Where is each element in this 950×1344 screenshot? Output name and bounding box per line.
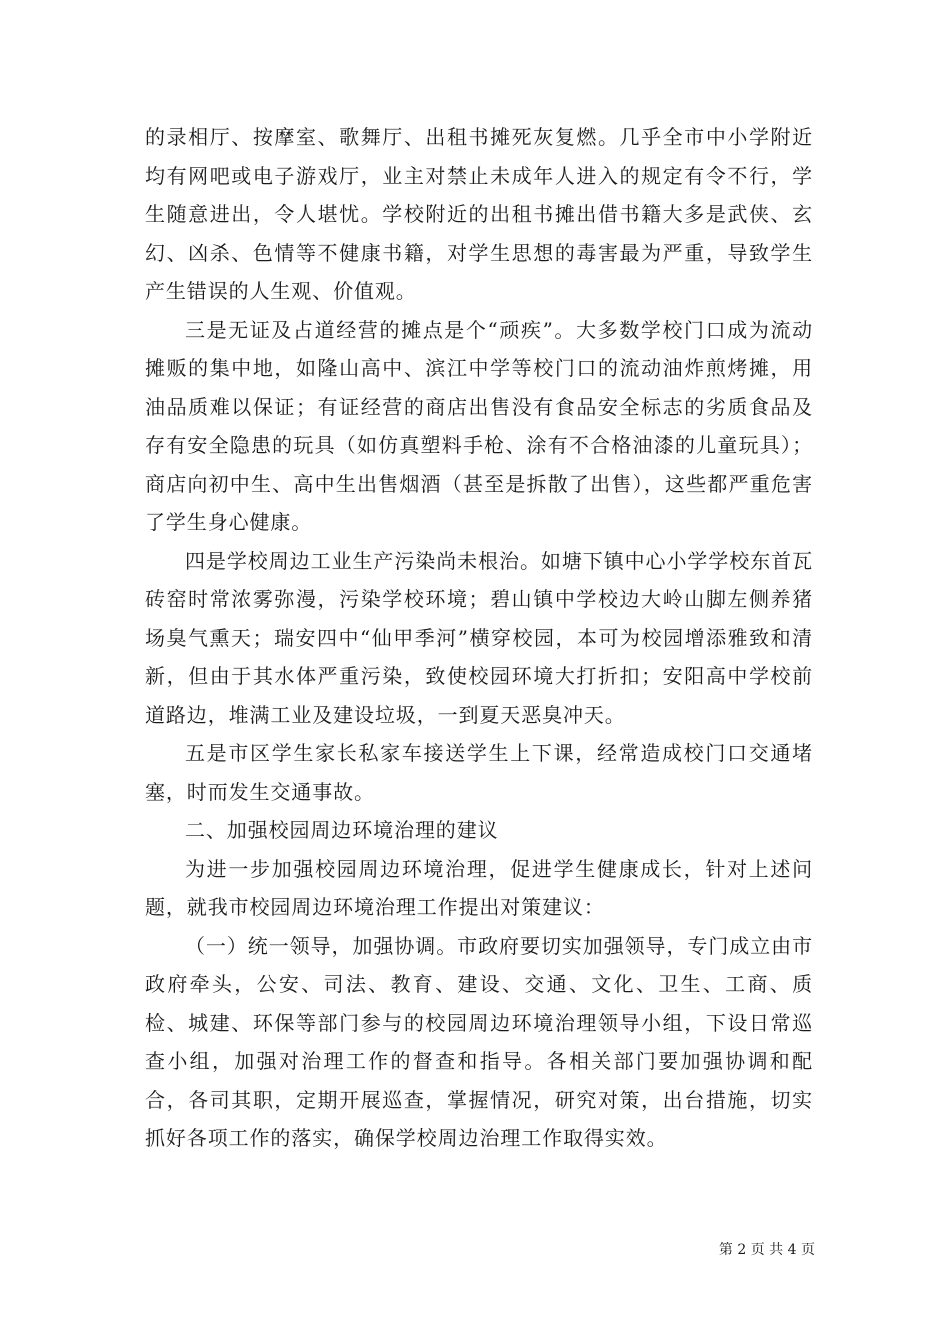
paragraph-intro: 为进一步加强校园周边环境治理，促进学生健康成长，针对上述问题，就我市校园周边环境治理工作提出对策建议：: [145, 856, 813, 919]
paragraph-point-three: 三是无证及占道经营的摊点是个“顽疾”。大多数学校门口成为流动摊贩的集中地，如隆山高中、滨江中学等校门口的流动油炸煎烤摊，用油品质难以保证；有证经营的商店出售没有食品安全标志的劣质食品及存有安全隐患的玩具（如仿真塑料手枪、涂有不合格油漆的儿童玩具）；商店向初中生、高中生出售烟酒（甚至是拆散了出售），这些都严重危害了学生身心健康。: [145, 317, 813, 534]
paragraph-continuation: 的录相厅、按摩室、歌舞厅、出租书摊死灰复燃。几乎全市中小学附近均有网吧或电子游戏厅，业主对禁止未成年人进入的规定有令不行，学生随意进出，令人堪忧。学校附近的出租书摊出借书籍大多是武侠、玄幻、凶杀、色情等不健康书籍，对学生思想的毒害最为严重，导致学生产生错误的人生观、价值观。: [145, 125, 813, 303]
document-body: [145, 118, 813, 1158]
page-number: 第 2 页 共 4 页: [718, 1242, 815, 1258]
section-heading: 二、加强校园周边环境治理的建议: [185, 818, 499, 842]
paragraph-point-four: 四是学校周边工业生产污染尚未根治。如塘下镇中心小学学校东首瓦砖窑时常浓雾弥漫，污染学校环境；碧山镇中学校边大岭山脚左侧养猪场臭气熏天；瑞安四中“仙甲季河”横穿校园，本可为校园增添雅致和清新，但由于其水体严重污染，致使校园环境大打折扣；安阳高中学校前道路边，堆满工业及建设垃圾，一到夏天恶臭冲天。: [145, 548, 813, 727]
paragraph-point-five: 五是市区学生家长私家车接送学生上下课，经常造成校门口交通堵塞，时而发生交通事故。: [145, 741, 813, 804]
paragraph-item-one: （一）统一领导，加强协调。市政府要切实加强领导，专门成立由市政府牵头，公安、司法、教育、建设、交通、文化、卫生、工商、质检、城建、环保等部门参与的校园周边环境治理领导小组，下设日常巡查小组，加强对治理工作的督查和指导。各相关部门要加强协调和配合，各司其职，定期开展巡查，掌握情况，研究对策，出台措施，切实抓好各项工作的落实，确保学校周边治理工作取得实效。: [145, 933, 813, 1150]
